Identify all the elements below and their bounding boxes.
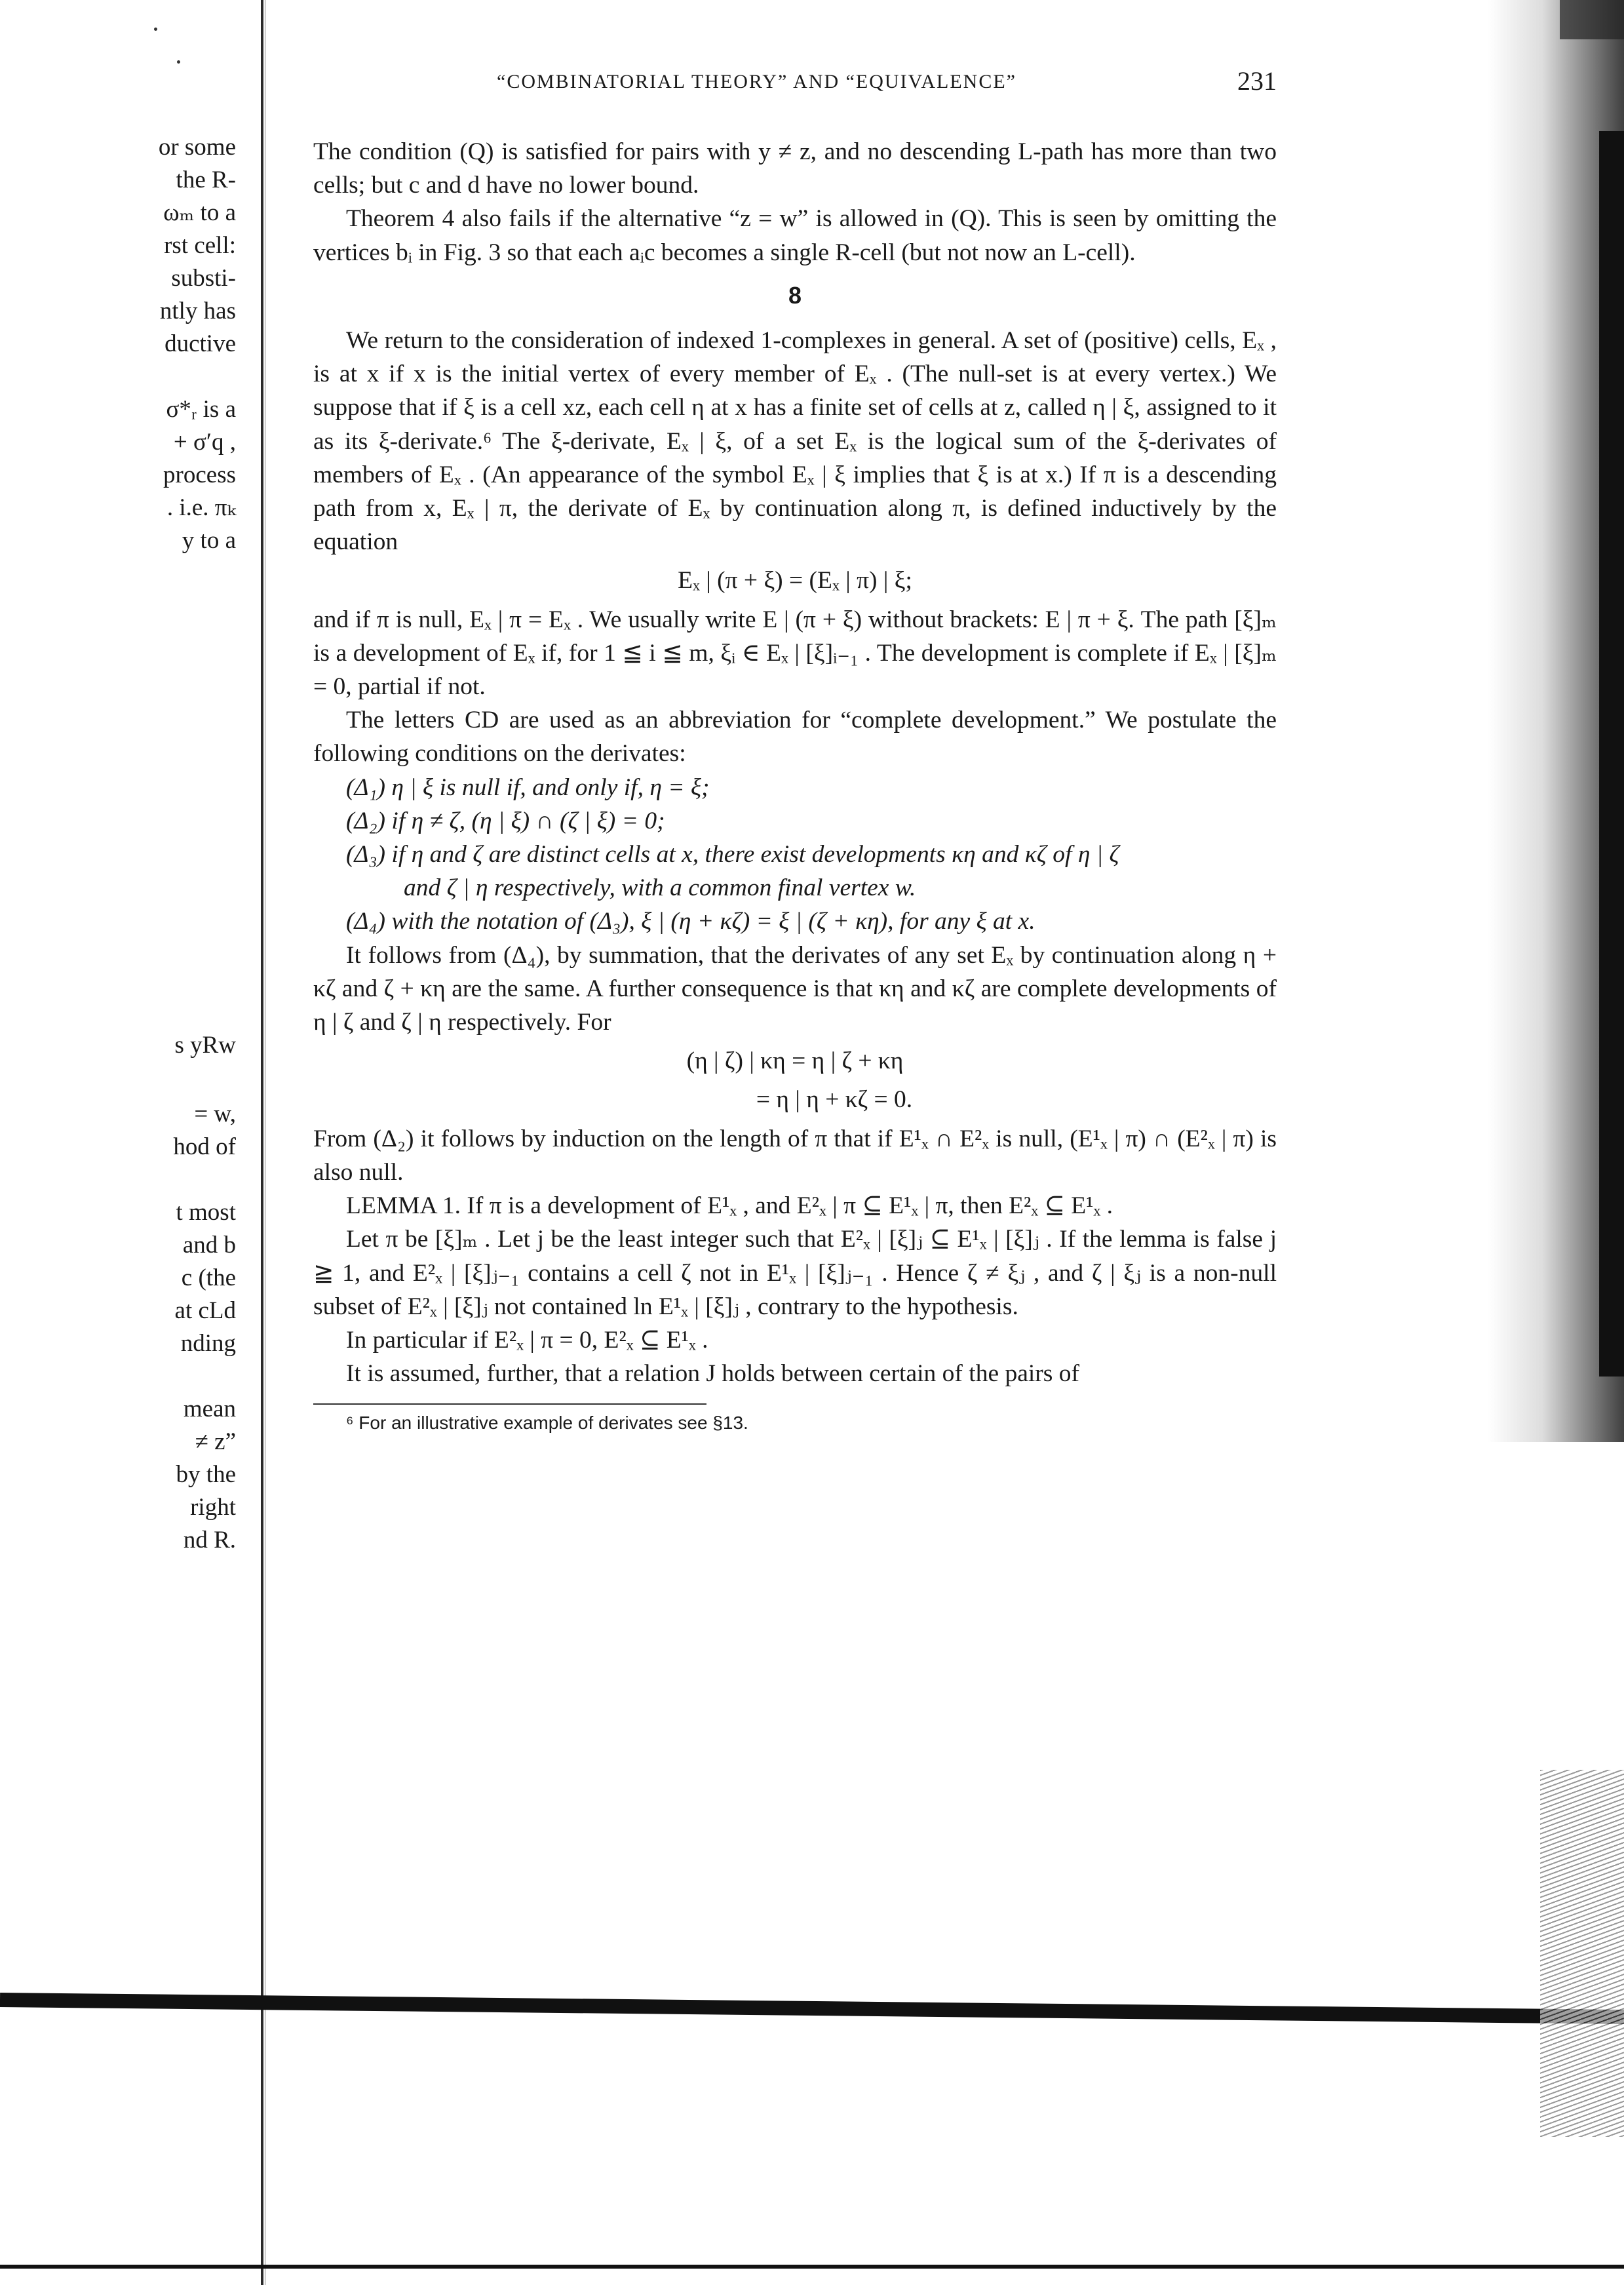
margin-fragment: ≠ z” [195, 1428, 236, 1455]
page-number: 231 [1237, 66, 1277, 96]
paragraph: It is assumed, further, that a relation J holds between certain of the pairs of [346, 1360, 1079, 1388]
binding-gutter-line [261, 0, 263, 2285]
margin-fragment: + σ′q , [173, 429, 236, 456]
margin-fragment: rst cell: [164, 232, 236, 259]
paragraph: and if π is null, Eₓ | π = Eₓ . We usually write E | (π + ξ) without brackets: E | π + ξ. The path [ξ]ₘ is a development of Eₓ if, for 1 ≦ i ≦ m, ξᵢ ∈ Eₓ | [ξ]ᵢ₋₁ . The development is complete if Eₓ | [ξ]ₘ = 0, partial if not. [313, 606, 1277, 701]
margin-fragment: hod of [173, 1133, 236, 1160]
paragraph: It follows from (Δ₄), by summation, that the derivates of any set Eₓ by continuation along η + κζ and ζ + κη are the same. A further consequence is that κη and κζ are complete developments of η | ζ and ζ | η respectively. For [313, 941, 1277, 1036]
paragraph: We return to the consideration of indexed 1-complexes in general. A set of (positive) cells, Eₓ , is at x if x is the initial vertex of every member of Eₓ . (The null-set is at every vertex.) We suppose that if ξ is a cell xz, each cell η at x has a finite set of cells at z, called η | ξ, assigned to it as its ξ-derivate.⁶ The ξ-derivate, Eₓ | ξ, of a set Eₓ is the logical sum of the ξ-derivates of members of Eₓ . (An appearance of the symbol Eₓ | ξ implies that ξ is at x.) If π is a descending path from x, Eₓ | π, the derivate of Eₓ by continuation along π, is defined inductively by the equation [313, 327, 1277, 556]
scan-edge-bar [0, 1993, 1624, 2024]
page-edge-dark [1599, 131, 1624, 1377]
scan-speck [154, 28, 157, 31]
running-title: “COMBINATORIAL THEORY” AND “EQUIVALENCE” [497, 71, 1016, 92]
margin-fragment: = w, [194, 1101, 236, 1127]
paragraph: In particular if E²ₓ | π = 0, E²ₓ ⊆ E¹ₓ . [346, 1326, 708, 1354]
margin-fragment: s yRw [174, 1032, 236, 1059]
postulate-delta-3: (Δ₃) if η and ζ are distinct cells at x, there exist developments κη and κζ of η | ζ [346, 841, 1119, 869]
margin-fragment: the R- [176, 166, 236, 193]
margin-fragment: and b [182, 1232, 236, 1259]
paragraph: The letters CD are used as an abbreviation for “complete development.” We postulate the following conditions on the derivates: [313, 707, 1277, 768]
lemma-proof: Let π be [ξ]ₘ . Let j be the least integer such that E²ₓ | [ξ]ⱼ ⊆ E¹ₓ | [ξ]ⱼ . If the lemma is false j ≧ 1, and E²ₓ | [ξ]ⱼ₋₁ contains a cell ζ not in E¹ₓ | [ξ]ⱼ₋₁ . Hence ζ ≠ ξⱼ , and ζ | ξⱼ is a non-null subset of E²ₓ | [ξ]ⱼ not contained ln E¹ₓ | [ξ]ⱼ , contrary to the hypothesis. [313, 1226, 1277, 1320]
margin-fragment: nd R. [183, 1527, 236, 1553]
page-body [313, 135, 1277, 1436]
postulate-delta-2: (Δ₂) if η ≠ ζ, (η | ξ) ∩ (ζ | ξ) = 0; [346, 807, 665, 834]
scan-bottom-line [0, 2265, 1624, 2269]
display-equation: = η | η + κζ = 0. [756, 1086, 913, 1114]
margin-fragment: t most [176, 1199, 236, 1226]
postulate-delta-1: (Δ₁) η | ξ is null if, and only if, η = ξ; [346, 773, 710, 801]
footnote-rule [313, 1403, 706, 1405]
margin-fragment: c (the [181, 1264, 236, 1291]
margin-fragment: . i.e. πₖ [166, 494, 236, 521]
margin-fragment: nding [180, 1330, 236, 1357]
paragraph: The condition (Q) is satisfied for pairs with y ≠ z, and no descending L-path has more than two cells; but c and d have no lower bound. [313, 138, 1277, 199]
margin-fragment: ductive [164, 330, 236, 357]
margin-fragment: by the [176, 1461, 236, 1488]
margin-fragment: or some [158, 134, 236, 161]
scan-speck [177, 60, 180, 64]
margin-fragment: ωₘ to a [163, 199, 236, 226]
margin-fragment: right [190, 1494, 236, 1521]
footnote: ⁶ For an illustrative example of derivates see §13. [346, 1413, 748, 1434]
margin-fragment: σ*ᵣ is a [166, 396, 236, 423]
paragraph: From (Δ₂) it follows by induction on the length of π that if E¹ₓ ∩ E²ₓ is null, (E¹ₓ | π) ∩ (E²ₓ | π) is also null. [313, 1125, 1277, 1186]
scan-noise-corner [1540, 1770, 1624, 2137]
margin-fragment: substi- [171, 265, 236, 292]
section-heading: 8 [788, 281, 802, 309]
margin-fragment: process [163, 461, 236, 488]
running-head [313, 66, 1277, 105]
display-equation: (η | ζ) | κη = η | ζ + κη [686, 1047, 904, 1075]
scan-corner-artifact [1560, 0, 1624, 39]
display-equation: Eₓ | (π + ξ) = (Eₓ | π) | ξ; [678, 567, 912, 595]
margin-fragment: y to a [182, 527, 236, 554]
lemma-statement: LEMMA 1. If π is a development of E¹ₓ , and E²ₓ | π ⊆ E¹ₓ | π, then E²ₓ ⊆ E¹ₓ . [346, 1192, 1113, 1220]
postulate-delta-3-continued: and ζ | η respectively, with a common final vertex w. [404, 874, 916, 902]
paragraph: Theorem 4 also fails if the alternative “z = w” is allowed in (Q). This is seen by omitting the vertices bᵢ in Fig. 3 so that each aᵢc becomes a single R-cell (but not now an L-cell). [313, 205, 1277, 266]
margin-fragment: mean [183, 1396, 236, 1422]
margin-fragment: at cLd [174, 1297, 236, 1324]
postulate-delta-4: (Δ₄) with the notation of (Δ₃), ξ | (η + κζ) = ξ | (ζ + κη), for any ξ at x. [346, 908, 1035, 935]
margin-fragment: ntly has [159, 298, 236, 324]
